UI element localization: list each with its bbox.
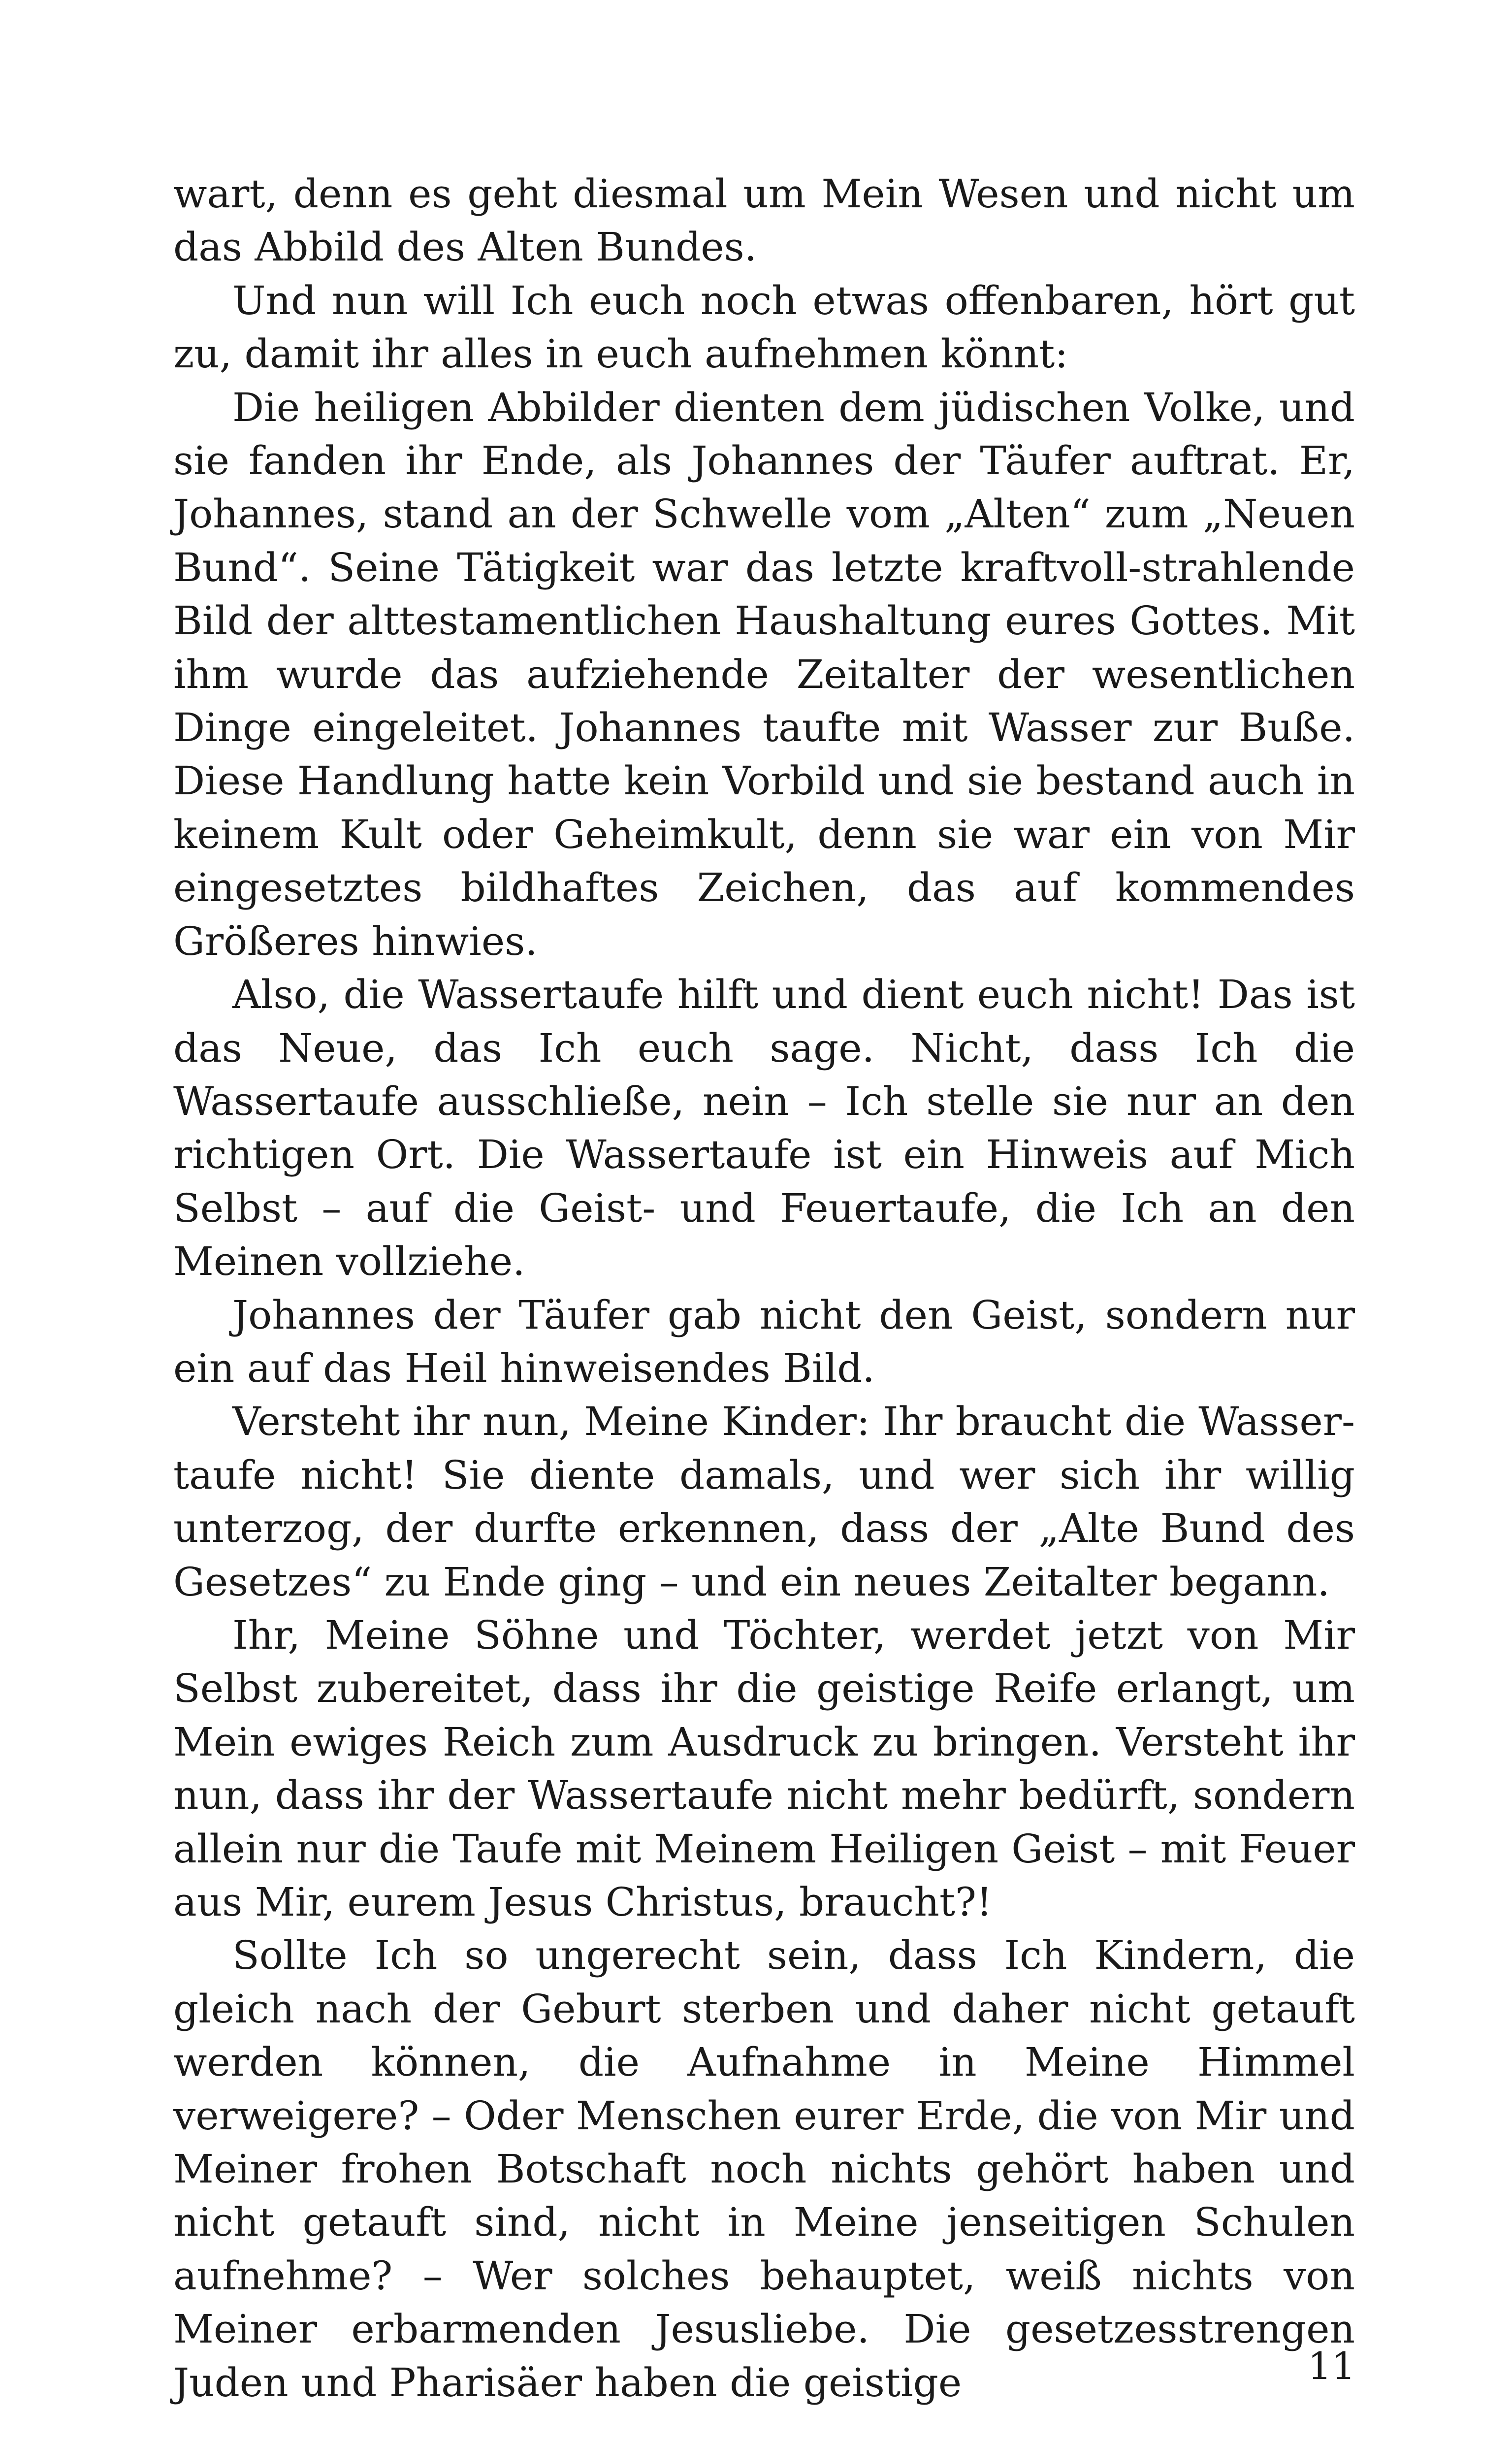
body-text — [173, 167, 1355, 2410]
paragraph: Johannes der Täufer gab nicht den Geist, sondern nur ein auf das Heil hinweisendes Bild. — [173, 1292, 1355, 1391]
paragraph: wart, denn es geht diesmal um Mein Wesen und nicht um das Abbild des Alten Bundes. — [173, 171, 1355, 270]
paragraph: Die heiligen Abbilder dienten dem jüdischen Volke, und sie fanden ihr Ende, als Johannes der Täufer auftrat. Er, Johannes, stand an der Schwelle vom „Alten“ zum „Neuen Bund“. Seine Tätigkeit war das letzte kraftvoll-strahlende Bild der alttestamentlichen Haushaltung eures Gottes. Mit ihm wurde das aufziehende Zeitalter der wesentlichen Dinge eingeleitet. Johannes taufte mit Wasser zur Buße. Diese Handlung hatte kein Vorbild und sie bestand auch in keinem Kult oder Geheimkult, denn sie war ein von Mir eingesetztes bildhaftes Zeichen, das auf kommendes Größeres hinwies. — [173, 384, 1355, 964]
paragraph: Also, die Wassertaufe hilft und dient euch nicht! Das ist das Neue, das Ich euch sage. Nicht, dass Ich die Wassertaufe ausschließe, nein – Ich stelle sie nur an den richtigen Ort. Die Wassertaufe ist ein Hinweis auf Mich Selbst – auf die Geist- und Feuertaufe, die Ich an den Meinen vollziehe. — [173, 972, 1355, 1285]
paragraph: Ihr, Meine Söhne und Töchter, werdet jetzt von Mir Selbst zubereitet, dass ihr die geistige Reife erlangt, um Mein ewiges Reich zum Ausdruck zu bringen. Versteht ihr nun, dass ihr der Wassertaufe nicht mehr bedürft, sondern allein nur die Taufe mit Meinem Heiligen Geist – mit Feuer aus Mir, eurem Jesus Christus, braucht?! — [173, 1612, 1355, 1925]
paragraph: Versteht ihr nun, Meine Kinder: Ihr braucht die Wassertaufe nicht! Sie diente damals, und wer sich ihr willig unterzog, der durfte erkennen, dass der „Alte Bund des Gesetzes“ zu Ende ging – und ein neues Zeitalter begann. — [173, 1399, 1355, 1605]
page-number: 11 — [1308, 2344, 1355, 2388]
paragraph: Sollte Ich so ungerecht sein, dass Ich Kindern, die gleich nach der Geburt sterben und daher nicht getauft werden können, die Aufnahme in Meine Himmel verweigere? – Oder Menschen eurer Erde, die von Mir und Meiner frohen Botschaft noch nichts gehört haben und nicht getauft sind, nicht in Meine jenseitigen Schulen aufnehme? – Wer solches behauptet, weiß nichts von Meiner erbarmenden Jesusliebe. Die gesetzesstrengen Juden und Pharisäer haben die geistige — [173, 1932, 1355, 2406]
paragraph: Und nun will Ich euch noch etwas offenbaren, hört gut zu, damit ihr alles in euch aufnehmen könnt: — [173, 277, 1355, 377]
